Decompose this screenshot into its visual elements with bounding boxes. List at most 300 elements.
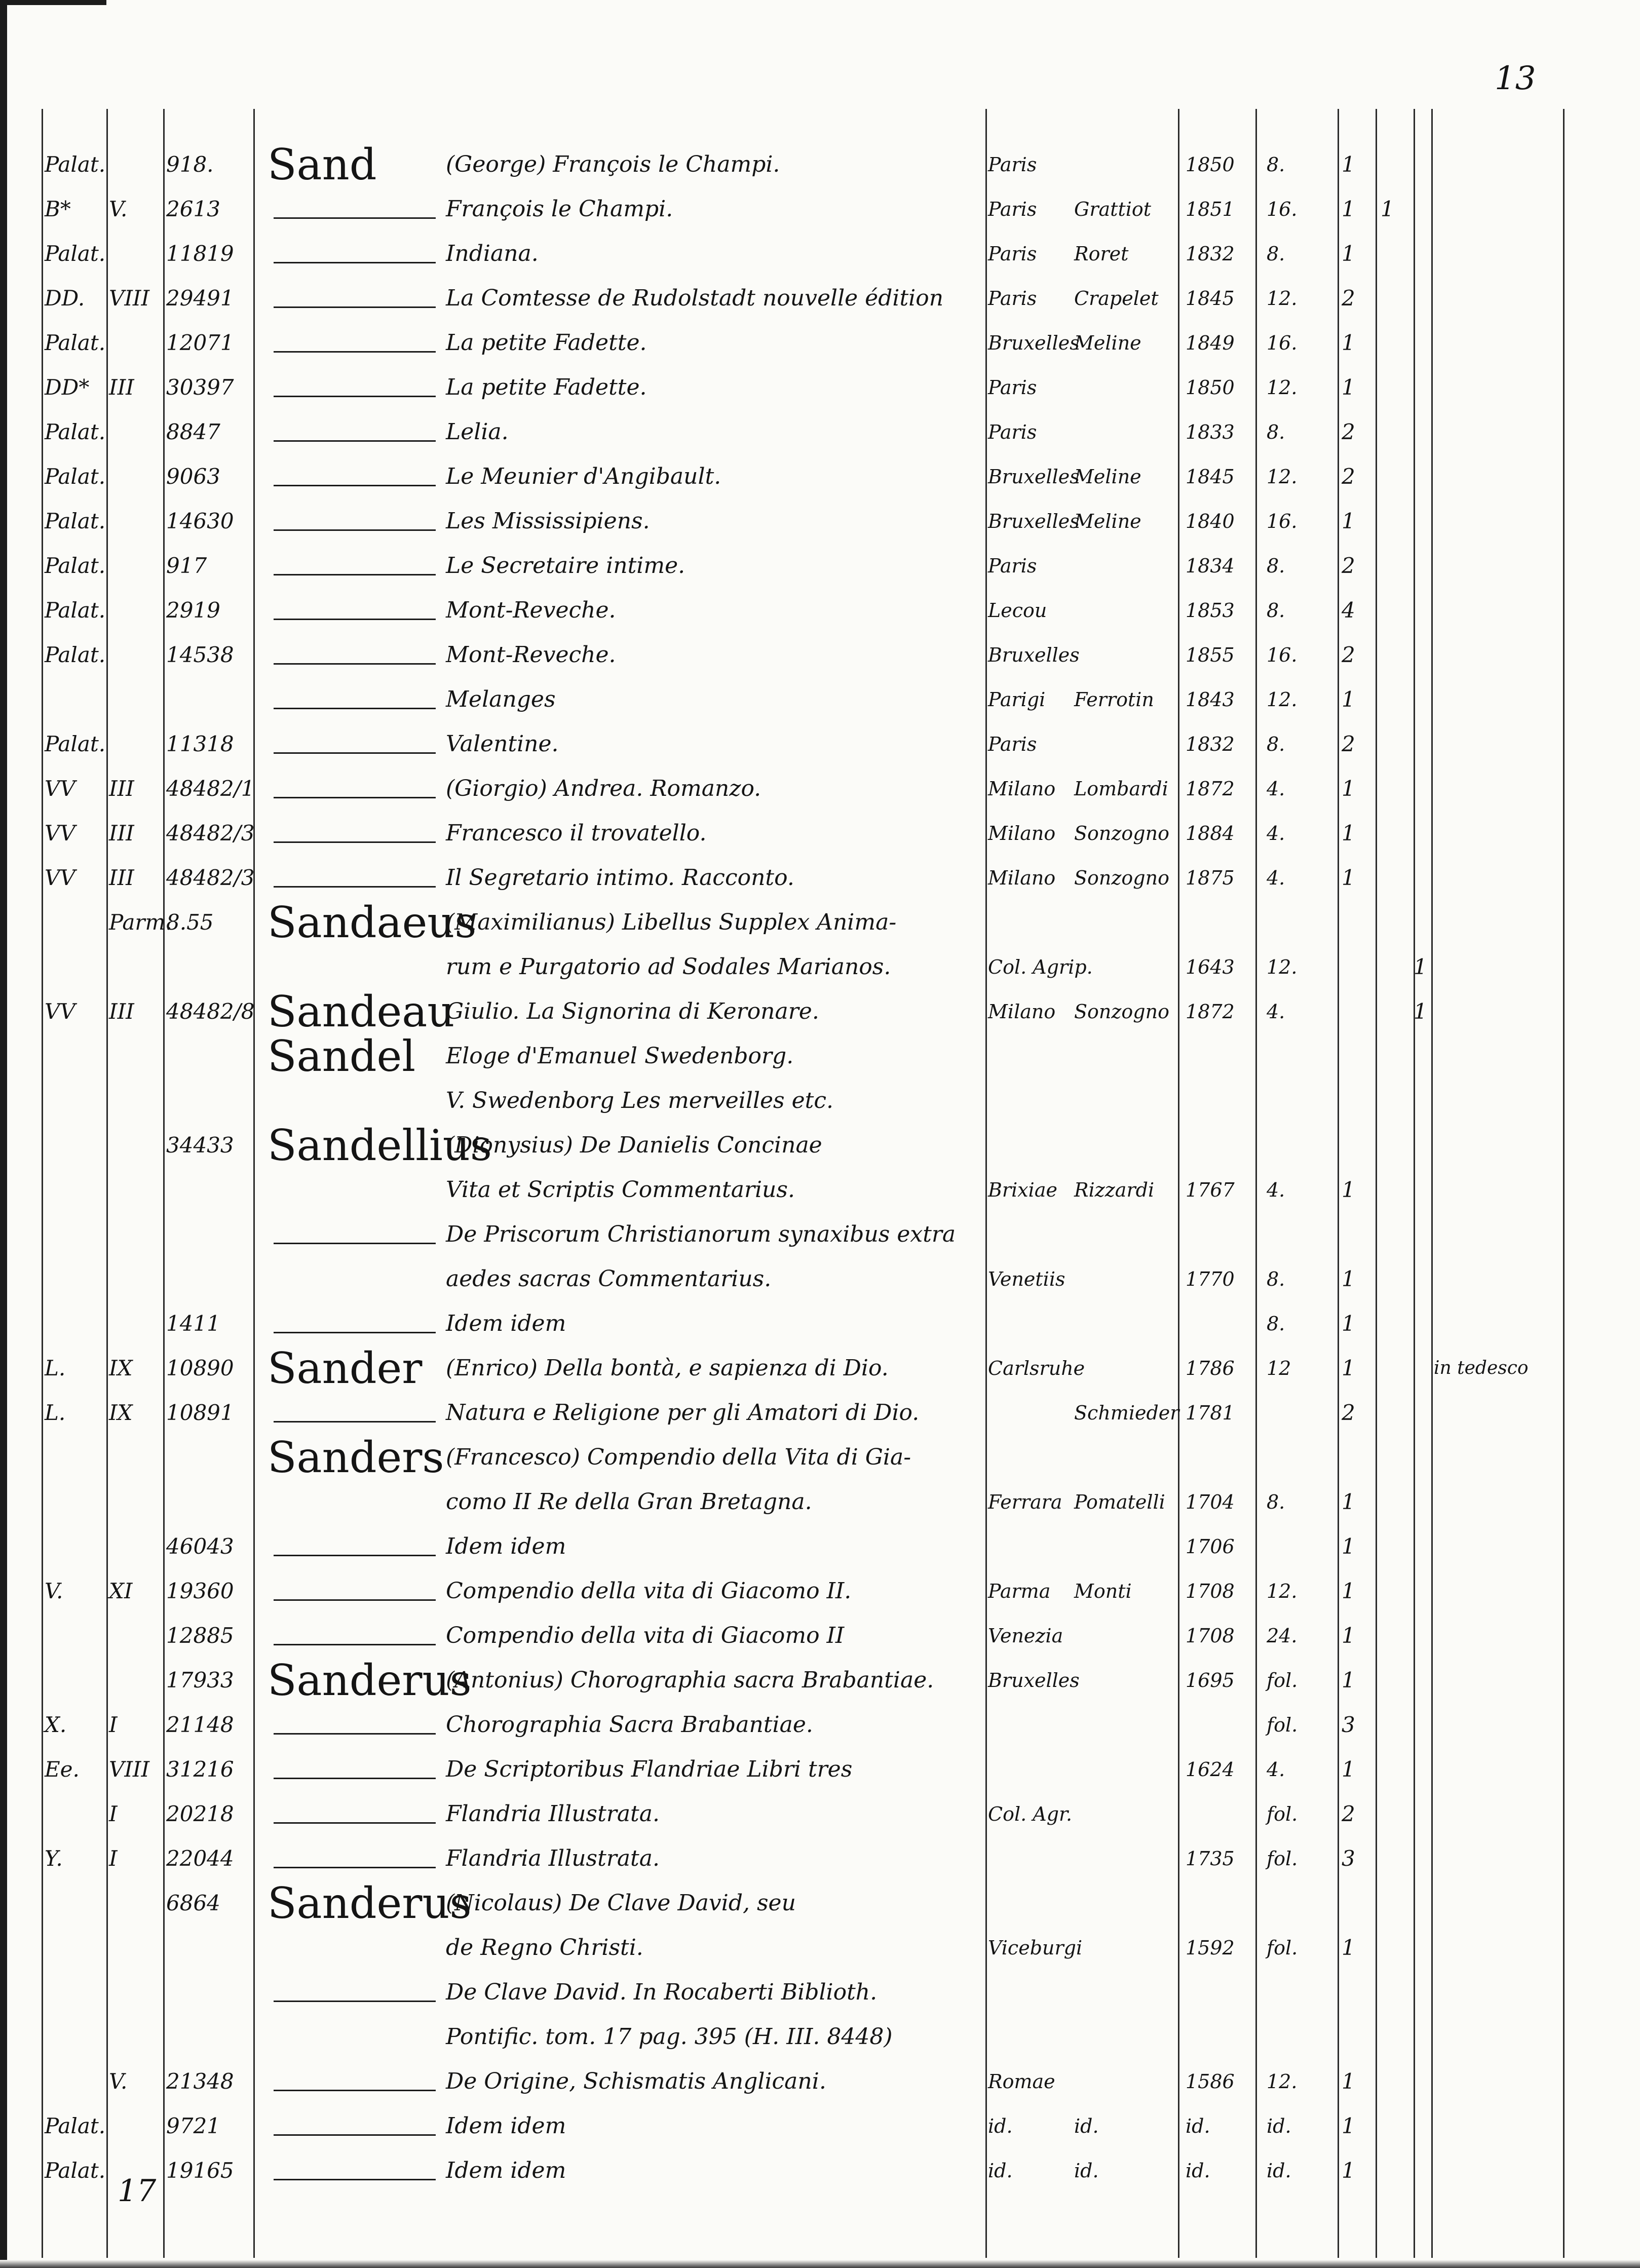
volumes: 1 <box>1342 1311 1355 1336</box>
entry-title: (George) François le Champi. <box>446 151 780 177</box>
format: 16. <box>1267 198 1298 220</box>
catalog-row <box>0 140 1640 189</box>
volumes: 1 <box>1342 197 1355 221</box>
format: 24. <box>1267 1625 1298 1647</box>
catalog-row <box>0 234 1640 274</box>
entry-title: Les Mississipiens. <box>446 508 650 534</box>
catalog-row <box>0 1303 1640 1344</box>
ditto-rule <box>274 262 436 263</box>
ditto-rule <box>274 1822 436 1824</box>
call-number: 14538 <box>166 642 234 667</box>
place-of-publication: Col. Agr. <box>988 1803 1073 1825</box>
page-number: 13 <box>1495 60 1536 97</box>
entry-title: Eloge d'Emanuel Swedenborg. <box>446 1043 794 1069</box>
ditto-rule <box>274 351 436 353</box>
call-number: 48482/3 <box>166 865 255 890</box>
volumes: 1 <box>1342 1757 1355 1782</box>
publisher: Lombardi <box>1074 778 1168 800</box>
call-number: 11318 <box>166 732 234 756</box>
format: id. <box>1267 2160 1291 2182</box>
place-of-publication: Paris <box>988 153 1037 176</box>
place-of-publication: Col. Agrip. <box>988 956 1093 978</box>
format: 12. <box>1267 1580 1298 1602</box>
location-code: Palat. <box>45 553 106 578</box>
call-number: 14630 <box>166 509 234 533</box>
author-heading: Sandaeus <box>268 898 477 947</box>
ditto-rule <box>274 797 436 798</box>
footer-number: 17 <box>118 2173 157 2209</box>
place-of-publication: Venezia <box>988 1625 1063 1647</box>
entry-title: aedes sacras Commentarius. <box>446 1266 772 1292</box>
volumes: 1 <box>1342 1534 1355 1559</box>
year: 1624 <box>1186 1758 1235 1781</box>
catalog-row <box>0 1482 1640 1522</box>
ditto-rule <box>274 396 436 397</box>
call-number: 34433 <box>166 1133 234 1158</box>
publisher: Meline <box>1074 466 1141 488</box>
publisher: Schmieder <box>1074 1402 1179 1424</box>
format: 12. <box>1267 287 1298 310</box>
location-code: Palat. <box>45 241 106 266</box>
catalog-row <box>0 590 1640 631</box>
location-code: Palat. <box>45 330 106 355</box>
copies: 1 <box>1381 197 1394 221</box>
ditto-rule <box>274 2090 436 2091</box>
catalog-row <box>0 1526 1640 1567</box>
format: 16. <box>1267 510 1298 532</box>
catalog-row <box>0 1878 1640 1928</box>
call-number: 10890 <box>166 1356 234 1380</box>
catalog-row <box>0 1794 1640 1834</box>
entry-title: Francesco il trovatello. <box>446 820 707 846</box>
year: id. <box>1186 2115 1210 2137</box>
year: 1840 <box>1186 510 1235 532</box>
year: 1708 <box>1186 1625 1235 1647</box>
shelf-mark: V. <box>109 197 128 221</box>
location-code: Ee. <box>45 1757 80 1782</box>
extra-mark: 1 <box>1414 954 1427 979</box>
year: 1875 <box>1186 867 1235 889</box>
catalog-row <box>0 1571 1640 1611</box>
entry-title: como II Re della Gran Bretagna. <box>446 1489 812 1515</box>
catalog-row <box>0 898 1640 947</box>
volumes: 2 <box>1342 732 1355 756</box>
format: 8. <box>1267 153 1285 176</box>
ditto-rule <box>274 485 436 486</box>
entry-title: (Francesco) Compendio della Vita di Gia- <box>446 1444 911 1470</box>
entry-title: La Comtesse de Rudolstadt nouvelle édition <box>446 285 944 311</box>
entry-title: François le Champi. <box>446 196 673 222</box>
publisher: Meline <box>1074 510 1141 532</box>
location-code: Palat. <box>45 642 106 667</box>
ditto-rule <box>274 1778 436 1779</box>
catalog-row <box>0 546 1640 586</box>
place-of-publication: Paris <box>988 198 1037 220</box>
extra-mark: 1 <box>1414 999 1427 1024</box>
year: 1770 <box>1186 1268 1235 1290</box>
format: 4. <box>1267 867 1285 889</box>
catalog-row <box>0 1656 1640 1705</box>
entry-title: De Origine, Schismatis Anglicani. <box>446 2068 826 2094</box>
author-heading: Sander <box>268 1343 423 1393</box>
scan-edge-bottom <box>0 2260 1640 2268</box>
format: fol. <box>1267 1848 1298 1870</box>
publisher: Monti <box>1074 1580 1132 1602</box>
catalog-row <box>0 1081 1640 1121</box>
catalog-row <box>0 2150 1640 2191</box>
call-number: 20218 <box>166 1801 234 1826</box>
publisher: Sonzogno <box>1074 1001 1169 1023</box>
location-code: Palat. <box>45 152 106 177</box>
location-code: B* <box>45 197 71 221</box>
catalog-row <box>0 1031 1640 1081</box>
volumes: 4 <box>1342 598 1355 623</box>
format: 8. <box>1267 1268 1285 1290</box>
call-number: 6864 <box>166 1891 220 1915</box>
place-of-publication: Parigi <box>988 688 1046 711</box>
place-of-publication: Paris <box>988 243 1037 265</box>
place-of-publication: Romae <box>988 2070 1055 2093</box>
volumes: 1 <box>1342 2113 1355 2138</box>
catalog-row <box>0 813 1640 854</box>
format: fol. <box>1267 1937 1298 1959</box>
format: 16. <box>1267 332 1298 354</box>
ditto-rule <box>274 1599 436 1601</box>
entry-title: Chorographia Sacra Brabantiae. <box>446 1712 813 1738</box>
shelf-mark: VIII <box>109 1757 150 1782</box>
entry-title: Idem idem <box>446 1533 566 1559</box>
volumes: 1 <box>1342 241 1355 266</box>
publisher: Roret <box>1074 243 1129 265</box>
call-number: 17933 <box>166 1668 234 1693</box>
place-of-publication: id. <box>988 2160 1013 2182</box>
place-of-publication: Paris <box>988 555 1037 577</box>
author-heading: Sand <box>268 140 377 189</box>
publisher: Sonzogno <box>1074 867 1169 889</box>
volumes: 2 <box>1342 553 1355 578</box>
call-number: 918. <box>166 152 214 177</box>
author-heading: Sandel <box>268 1031 416 1081</box>
catalog-row <box>0 367 1640 408</box>
year: 1843 <box>1186 688 1235 711</box>
ditto-rule <box>274 1644 436 1645</box>
volumes: 1 <box>1342 1356 1355 1380</box>
call-number: 22044 <box>166 1846 234 1871</box>
publisher: Pomatelli <box>1074 1491 1165 1513</box>
year: 1851 <box>1186 198 1235 220</box>
publisher: Sonzogno <box>1074 822 1169 844</box>
ditto-rule <box>274 886 436 888</box>
entry-title: De Scriptoribus Flandriae Libri tres <box>446 1756 853 1782</box>
catalog-row <box>0 1616 1640 1656</box>
volumes: 1 <box>1342 2069 1355 2094</box>
ditto-rule <box>274 1421 436 1423</box>
year: 1850 <box>1186 376 1235 399</box>
place-of-publication: Milano <box>988 822 1056 844</box>
volumes: 2 <box>1342 642 1355 667</box>
entry-title: Flandria Illustrata. <box>446 1846 660 1871</box>
catalog-row <box>0 189 1640 229</box>
year: 1853 <box>1186 599 1235 622</box>
ditto-rule <box>274 529 436 531</box>
entry-title: (Dionysius) De Danielis Concinae <box>446 1132 822 1158</box>
call-number: 48482/1 <box>166 776 255 801</box>
shelf-mark: Parm. <box>109 910 172 935</box>
ditto-rule <box>274 1555 436 1556</box>
location-code: VV <box>45 821 75 845</box>
place-of-publication: Venetiis <box>988 1268 1065 1290</box>
year: 1586 <box>1186 2070 1235 2093</box>
catalog-row <box>0 501 1640 542</box>
catalog-row <box>0 1928 1640 1968</box>
format: fol. <box>1267 1714 1298 1736</box>
place-of-publication: Milano <box>988 1001 1056 1023</box>
format: 12. <box>1267 376 1298 399</box>
location-code: Palat. <box>45 2113 106 2138</box>
place-of-publication: Paris <box>988 376 1037 399</box>
catalog-row <box>0 1343 1640 1393</box>
catalog-row <box>0 1170 1640 1210</box>
ditto-rule <box>274 2001 436 2002</box>
year: 1704 <box>1186 1491 1235 1513</box>
place-of-publication: Paris <box>988 287 1037 310</box>
place-of-publication: Paris <box>988 733 1037 755</box>
year: 1850 <box>1186 153 1235 176</box>
publisher: Grattiot <box>1074 198 1152 220</box>
ditto-rule <box>274 2134 436 2136</box>
entry-title: Valentine. <box>446 731 559 757</box>
year: 1845 <box>1186 287 1235 310</box>
shelf-mark: V. <box>109 2069 128 2094</box>
call-number: 19165 <box>166 2158 234 2183</box>
catalog-row <box>0 1121 1640 1170</box>
author-heading: Sandeau <box>268 987 455 1036</box>
entry-title: Idem idem <box>446 2158 566 2183</box>
entry-title: Compendio della vita di Giacomo II. <box>446 1578 852 1604</box>
catalog-row <box>0 1838 1640 1879</box>
place-of-publication: Bruxelles <box>988 644 1080 666</box>
volumes: 1 <box>1342 2158 1355 2183</box>
call-number: 46043 <box>166 1534 234 1559</box>
volumes: 1 <box>1342 687 1355 712</box>
catalog-row <box>0 456 1640 497</box>
publisher: Ferrotin <box>1074 688 1154 711</box>
year: 1708 <box>1186 1580 1235 1602</box>
location-code: VV <box>45 776 75 801</box>
catalog-row <box>0 1433 1640 1482</box>
ditto-rule <box>274 1867 436 1868</box>
location-code: Palat. <box>45 598 106 623</box>
volumes: 2 <box>1342 1801 1355 1826</box>
volumes: 3 <box>1342 1846 1355 1871</box>
volumes: 1 <box>1342 821 1355 845</box>
volumes: 1 <box>1342 1266 1355 1291</box>
place-of-publication: Paris <box>988 421 1037 443</box>
shelf-mark: III <box>109 999 134 1024</box>
year: 1872 <box>1186 778 1235 800</box>
call-number: 9063 <box>166 464 220 489</box>
entry-title: Indiana. <box>446 241 539 266</box>
ditto-rule <box>274 440 436 442</box>
year: 1767 <box>1186 1179 1235 1201</box>
volumes: 1 <box>1342 1579 1355 1603</box>
catalog-row <box>0 679 1640 720</box>
format: 12. <box>1267 466 1298 488</box>
format: 12. <box>1267 2070 1298 2093</box>
call-number: 21348 <box>166 2069 234 2094</box>
entry-title: (Enrico) Della bontà, e sapienza di Dio. <box>446 1355 889 1381</box>
call-number: 1411 <box>166 1311 220 1336</box>
entry-title: Idem idem <box>446 2113 566 2139</box>
call-number: 2613 <box>166 197 220 221</box>
ditto-rule <box>274 574 436 575</box>
year: 1855 <box>1186 644 1235 666</box>
catalog-row <box>0 947 1640 987</box>
catalog-row <box>0 768 1640 809</box>
location-code: L. <box>45 1400 66 1425</box>
entry-title: Mont-Reveche. <box>446 597 616 623</box>
catalog-row <box>0 2061 1640 2102</box>
call-number: 12885 <box>166 1623 234 1648</box>
entry-title: (Maximilianus) Libellus Supplex Anima- <box>446 909 897 935</box>
place-of-publication: Carlsruhe <box>988 1357 1085 1379</box>
volumes: 1 <box>1342 1935 1355 1960</box>
entry-title: rum e Purgatorio ad Sodales Marianos. <box>446 954 891 980</box>
author-heading: Sanders <box>268 1433 444 1482</box>
call-number: 917 <box>166 553 207 578</box>
volumes: 3 <box>1342 1712 1355 1737</box>
place-of-publication: Milano <box>988 778 1056 800</box>
publisher: id. <box>1074 2115 1099 2137</box>
location-code: Y. <box>45 1846 63 1871</box>
location-code: Palat. <box>45 464 106 489</box>
volumes: 1 <box>1342 1177 1355 1202</box>
volumes: 1 <box>1342 1668 1355 1693</box>
catalog-row <box>0 1972 1640 2013</box>
entry-title: Le Secretaire intime. <box>446 553 685 579</box>
catalog-row <box>0 858 1640 898</box>
publisher: Rizzardi <box>1074 1179 1155 1201</box>
location-code: V. <box>45 1579 63 1603</box>
year: 1872 <box>1186 1001 1235 1023</box>
call-number: 11819 <box>166 241 234 266</box>
ditto-rule <box>274 1733 436 1735</box>
place-of-publication: Viceburgi <box>988 1937 1083 1959</box>
author-heading: Sandellius <box>268 1121 492 1170</box>
entry-title: La petite Fadette. <box>446 330 647 356</box>
ditto-rule <box>274 306 436 308</box>
format: fol. <box>1267 1669 1298 1692</box>
place-of-publication: Brixiae <box>988 1179 1057 1201</box>
volumes: 1 <box>1342 375 1355 400</box>
volumes: 2 <box>1342 286 1355 311</box>
year: 1845 <box>1186 466 1235 488</box>
call-number: 30397 <box>166 375 234 400</box>
format: 16. <box>1267 644 1298 666</box>
note: in tedesco <box>1434 1358 1529 1378</box>
volumes: 1 <box>1342 152 1355 177</box>
volumes: 1 <box>1342 330 1355 355</box>
location-code: L. <box>45 1356 66 1380</box>
shelf-mark: I <box>109 1801 118 1826</box>
catalog-row <box>0 635 1640 675</box>
catalog-row <box>0 1749 1640 1790</box>
format: 8. <box>1267 421 1285 443</box>
entry-title: V. Swedenborg Les merveilles etc. <box>446 1088 833 1113</box>
shelf-mark: I <box>109 1712 118 1737</box>
shelf-mark: IX <box>109 1400 133 1425</box>
call-number: 9721 <box>166 2113 220 2138</box>
ditto-rule <box>274 2179 436 2180</box>
entry-title: de Regno Christi. <box>446 1935 643 1961</box>
shelf-mark: I <box>109 1846 118 1871</box>
location-code: Palat. <box>45 732 106 756</box>
place-of-publication: Bruxelles <box>988 510 1080 532</box>
volumes: 2 <box>1342 1400 1355 1425</box>
format: 8. <box>1267 1491 1285 1513</box>
format: 12. <box>1267 956 1298 978</box>
call-number: 48482/3 <box>166 821 255 845</box>
call-number: 29491 <box>166 286 234 311</box>
format: id. <box>1267 2115 1291 2137</box>
entry-title: De Priscorum Christianorum synaxibus extra <box>446 1221 956 1247</box>
format: 12. <box>1267 688 1298 711</box>
volumes: 1 <box>1342 509 1355 533</box>
ditto-rule <box>274 619 436 620</box>
author-heading: Sanderus <box>268 1656 472 1705</box>
ditto-rule <box>274 1332 436 1333</box>
year: 1706 <box>1186 1535 1235 1558</box>
catalog-row <box>0 1393 1640 1433</box>
catalog-row <box>0 2017 1640 2057</box>
format: 8. <box>1267 243 1285 265</box>
call-number: 31216 <box>166 1757 234 1782</box>
format: 12 <box>1267 1357 1291 1379</box>
catalog-row <box>0 2106 1640 2146</box>
entry-title: De Clave David. In Rocaberti Biblioth. <box>446 1979 878 2005</box>
entry-title: Natura e Religione per gli Amatori di Dio. <box>446 1400 920 1426</box>
year: 1643 <box>1186 956 1235 978</box>
year: 1832 <box>1186 243 1235 265</box>
place-of-publication: Bruxelles <box>988 332 1080 354</box>
entry-title: Melanges <box>446 686 556 712</box>
location-code: Palat. <box>45 2158 106 2183</box>
catalog-row <box>0 278 1640 319</box>
shelf-mark: XI <box>109 1579 133 1603</box>
place-of-publication: Bruxelles <box>988 1669 1080 1692</box>
format: 8. <box>1267 599 1285 622</box>
entry-title: Mont-Reveche. <box>446 642 616 668</box>
shelf-mark: VIII <box>109 286 150 311</box>
year: 1786 <box>1186 1357 1235 1379</box>
volumes: 1 <box>1342 865 1355 890</box>
format: 4. <box>1267 1001 1285 1023</box>
volumes: 1 <box>1342 1623 1355 1648</box>
ditto-rule <box>274 841 436 843</box>
entry-title: (Antonius) Chorographia sacra Brabantiae. <box>446 1667 934 1693</box>
ditto-rule <box>274 752 436 754</box>
format: 4. <box>1267 1179 1285 1201</box>
location-code: Palat. <box>45 509 106 533</box>
catalog-row <box>0 412 1640 452</box>
call-number: 8.55 <box>166 910 214 935</box>
entry-title: (Giorgio) Andrea. Romanzo. <box>446 776 761 801</box>
place-of-publication: Ferrara <box>988 1491 1062 1513</box>
format: 8. <box>1267 1313 1285 1335</box>
shelf-mark: III <box>109 375 134 400</box>
catalog-row <box>0 1214 1640 1255</box>
entry-title: Giulio. La Signorina di Keronare. <box>446 998 819 1024</box>
